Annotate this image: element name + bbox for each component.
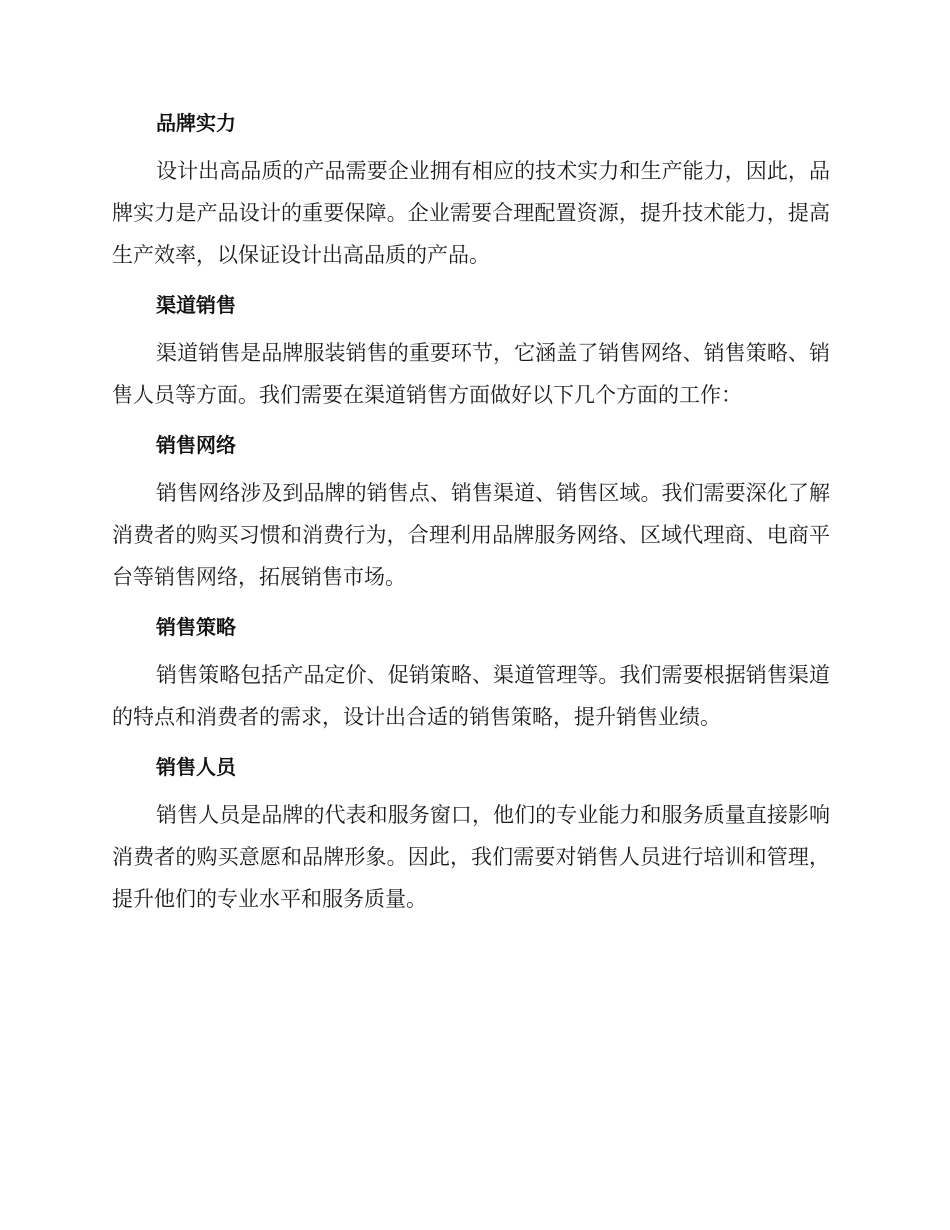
section-paragraph-sales-staff: 销售人员是品牌的代表和服务窗口，他们的专业能力和服务质量直接影响消费者的购买意愿和品牌形象。因此，我们需要对销售人员进行培训和管理，提升他们的专业水平和服务质量。 bbox=[112, 803, 830, 911]
section-paragraph-channel-sales: 渠道销售是品牌服装销售的重要环节，它涵盖了销售网络、销售策略、销售人员等方面。我们需要在渠道销售方面做好以下几个方面的工作： bbox=[112, 341, 830, 407]
section-paragraph-brand-strength: 设计出高品质的产品需要企业拥有相应的技术实力和生产能力，因此，品牌实力是产品设计的重要保障。企业需要合理配置资源，提升技术能力，提高生产效率，以保证设计出高品质的产品。 bbox=[112, 159, 830, 267]
section-paragraph-sales-network: 销售网络涉及到品牌的销售点、销售渠道、销售区域。我们需要深化了解消费者的购买习惯和消费行为，合理利用品牌服务网络、区域代理商、电商平台等销售网络，拓展销售市场。 bbox=[112, 481, 830, 589]
section-heading-brand-strength: 品牌实力 bbox=[156, 111, 236, 135]
section-heading-sales-strategy: 销售策略 bbox=[156, 615, 236, 639]
section-heading-sales-network: 销售网络 bbox=[156, 433, 236, 457]
section-heading-channel-sales: 渠道销售 bbox=[156, 293, 236, 317]
document-page bbox=[112, 108, 830, 934]
section-paragraph-sales-strategy: 销售策略包括产品定价、促销策略、渠道管理等。我们需要根据销售渠道的特点和消费者的需求，设计出合适的销售策略，提升销售业绩。 bbox=[112, 663, 830, 729]
section-heading-sales-staff: 销售人员 bbox=[156, 755, 236, 779]
